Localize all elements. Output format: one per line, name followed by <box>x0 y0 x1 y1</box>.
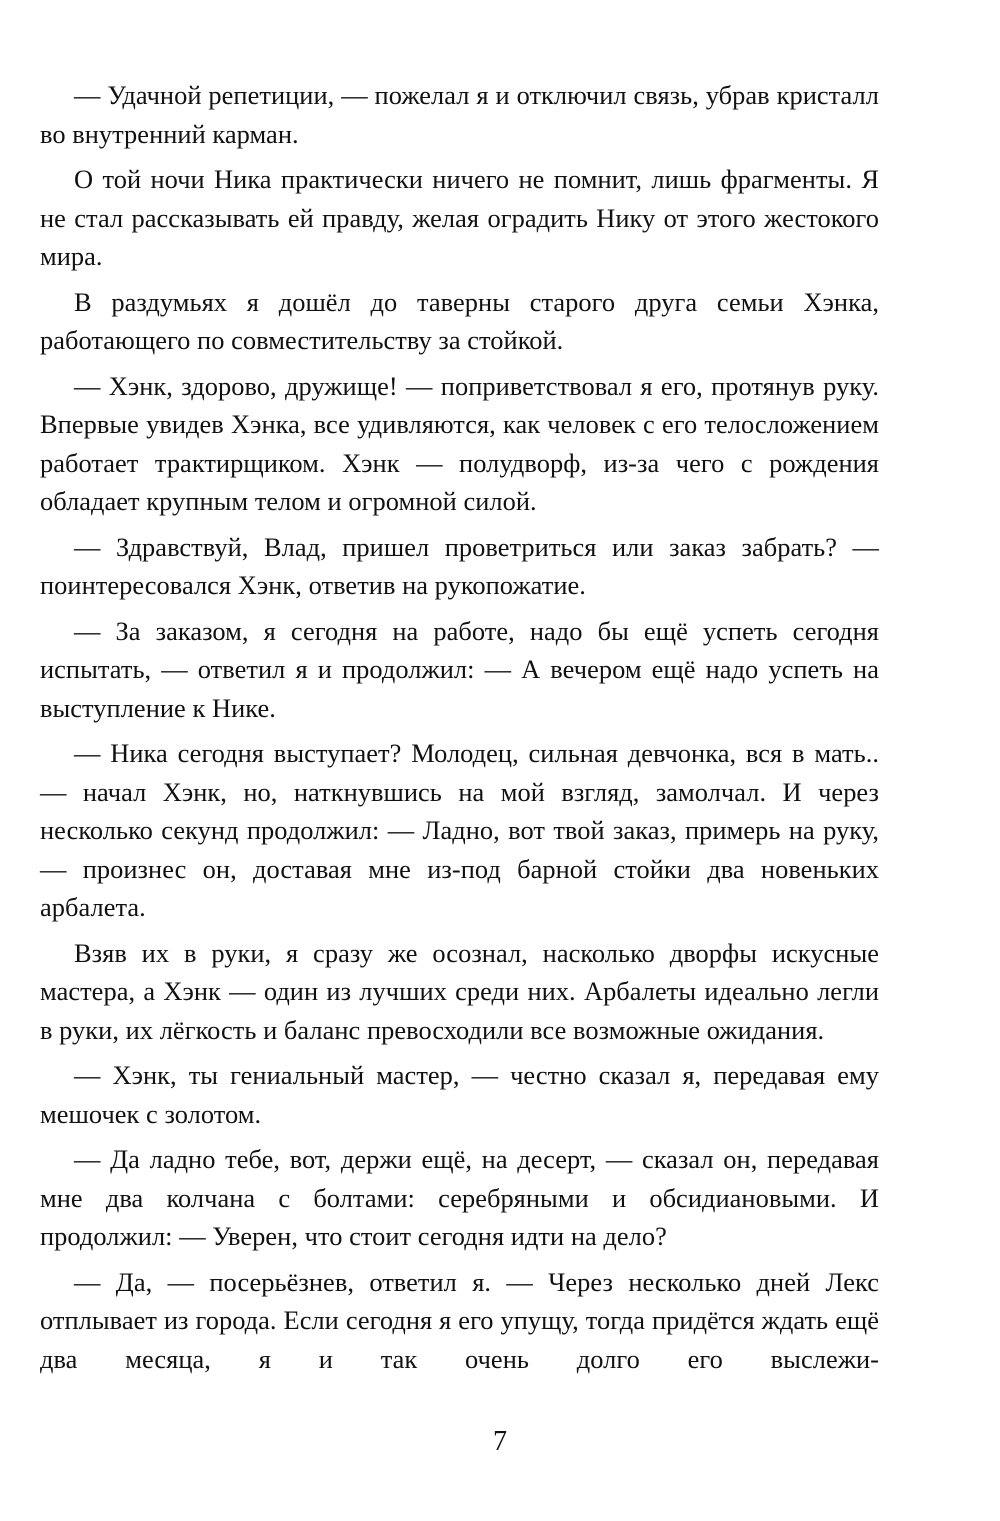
paragraph-3: В раздумьях я дошёл до таверны старого друга семьи Хэнка, работающего по совместительству за стойкой. <box>40 286 879 355</box>
paragraph-10: — Да ладно тебе, вот, держи ещё, на десерт, — сказал он, передавая мне два колчана с болтами: серебряными и обсидиановыми. И продолжил: — Уверен, что стоит сегодня идти на дело? <box>40 1144 879 1251</box>
paragraph-5: — Здравствуй, Влад, пришел проветриться или заказ забрать? — поинтересовался Хэнк, ответив на рукопожатие. <box>40 531 879 600</box>
paragraph-6: — За заказом, я сегодня на работе, надо бы ещё успеть сегодня испытать, — ответил я и продолжил: — А вечером ещё надо успеть на выступление к Нике. <box>40 615 879 723</box>
paragraph-9: — Хэнк, ты гениальный мастер, — честно сказал я, передавая ему мешочек с золотом. <box>40 1060 879 1129</box>
paragraph-1: — Удачной репетиции, — пожелал я и отключил связь, убрав кристалл во внутренний карман. <box>40 80 879 149</box>
paragraph-2: О той ночи Ника практически ничего не помнит, лишь фрагменты. Я не стал рассказывать ей правду, желая оградить Нику от этого жестокого мира. <box>40 164 879 271</box>
paragraph-4: — Хэнк, здорово, дружище! — поприветствовал я его, протянув руку. Впервые увидев Хэнка, все удивляются, как человек с его телосложением работает трактирщиком. Хэнк — полудворф, из-за чего с рождения обладает крупным телом и огромной силой. <box>40 370 879 516</box>
page-number: 7 <box>493 1426 507 1457</box>
paragraph-7: — Ника сегодня выступает? Молодец, сильная девчонка, вся в мать.. — начал Хэнк, но, наткнувшись на мой взгляд, замолчал. И через несколько секунд продолжил: — Ладно, вот твой заказ, примерь на руку, — произнес он, доставая мне из-под барной стойки два новеньких арбалета. <box>40 738 879 922</box>
page-body <box>40 76 879 1378</box>
paragraph-11: — Да, — посерьёзнев, ответил я. — Через несколько дней Лекс отплывает из города. Если сегодня я его упущу, тогда придётся ждать ещё два месяца, я и так очень долго его выслежи- <box>40 1266 879 1374</box>
paragraph-8: Взяв их в руки, я сразу же осознал, насколько дворфы искусные мастера, а Хэнк — один из лучших среди них. Арбалеты идеально легли в руки, их лёгкость и баланс превосходили все возможные ожидания. <box>40 937 879 1045</box>
